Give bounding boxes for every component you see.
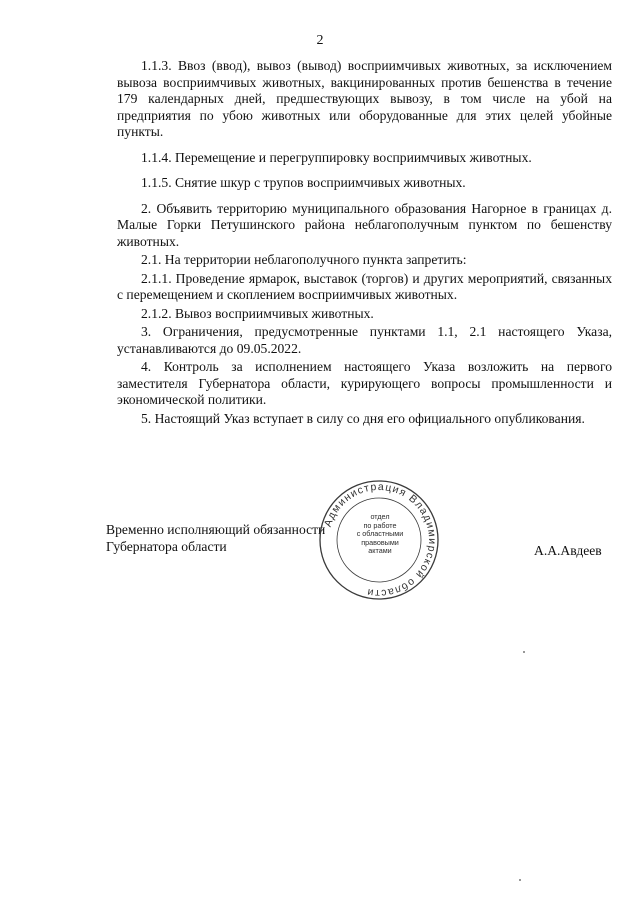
paragraph-2-1-2: 2.1.2. Вывоз восприимчивых животных.	[141, 305, 374, 321]
scan-speck	[523, 651, 525, 653]
stamp-inner-text	[345, 513, 415, 556]
signature-title-line-1: Временно исполняющий обязанности	[106, 522, 326, 537]
paragraph-1-1-4: 1.1.4. Перемещение и перегруппировку восприимчивых животных.	[141, 149, 532, 165]
stamp-outer-text: Администрация Владимирской области	[321, 480, 439, 600]
page-number: 2	[316, 33, 324, 48]
paragraph-2-1: 2.1. На территории неблагополучного пункта запретить:	[141, 252, 467, 267]
stamp-inner-line-3: с областными	[356, 529, 404, 539]
signatory-name: А.А.Авдеев	[534, 543, 602, 558]
paragraph-2-1-1: 2.1.1. Проведение ярмарок, выставок (торгов) и других мероприятий, связанных с перемещением и скоплением восприимчивых животных.	[117, 270, 612, 302]
stamp-inner-line-2: по работе	[363, 520, 397, 530]
signature-title-line-2: Губернатора области	[106, 539, 227, 554]
paragraph-3: 3. Ограничения, предусмотренные пунктами 1.1, 2.1 настоящего Указа, устанавливаются до 09.05.2022.	[117, 324, 612, 356]
paragraph-2: 2. Объявить территорию муниципального образования Нагорное в границах д. Малые Горки Петушинского района неблагополучным пунктом по бешенству животных.	[117, 200, 612, 249]
document-body	[117, 58, 612, 427]
stamp-inner-line-1: отдел	[370, 512, 390, 521]
scan-speck	[519, 879, 521, 881]
paragraph-4: 4. Контроль за исполнением настоящего Указа возложить на первого заместителя Губернатора области, курирующего вопросы промышленности и экономической политики.	[117, 359, 612, 407]
stamp-inner-line-5: актами	[368, 546, 392, 556]
paragraph-5: 5. Настоящий Указ вступает в силу со дня его официального опубликования.	[141, 410, 585, 426]
paragraph-1-1-3: 1.1.3. Ввоз (ввод), вывоз (вывод) восприимчивых животных, за исключением вывоза восприимчивых животных, вакцинированных против бешенства в течение 179 календарных дней, предшествующих вывозу, в том числе на убой на предприятия по убою животных или оборудованные для этих целей убойные пункты.	[117, 58, 612, 139]
paragraph-1-1-5: 1.1.5. Снятие шкур с трупов восприимчивых животных.	[141, 175, 466, 190]
stamp-inner-line-4: правовыми	[361, 537, 399, 547]
